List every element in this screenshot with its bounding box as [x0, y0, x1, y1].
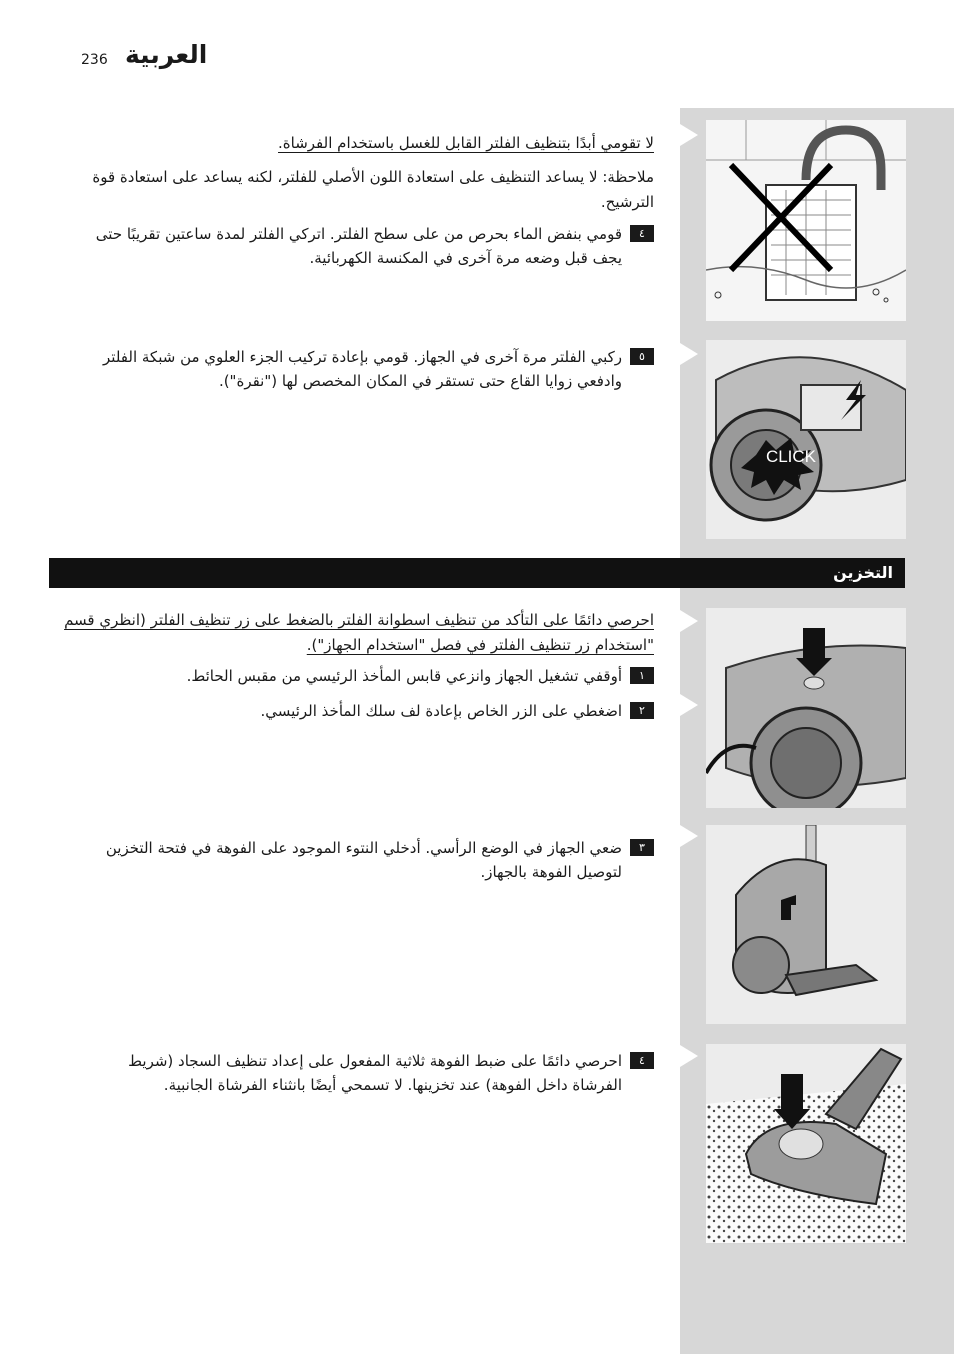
figure-filter-rinse: [706, 120, 906, 321]
step-item: [220, 699, 654, 723]
step-item: [62, 222, 654, 270]
pointer-arrow: [680, 610, 698, 632]
pointer-arrow: [680, 343, 698, 365]
step-number-badge: ٢: [630, 702, 654, 719]
step-item: [150, 664, 654, 688]
step-text: ركبي الفلتر مرة آخرى في الجهاز. قومي بإعادة تركيب الجزء العلوي من شبكة الفلتر وادفعي زوايا القاع حتى تستقر في المكان المخصص لها ("نقرة").: [103, 348, 622, 390]
pointer-arrow: [680, 694, 698, 716]
step-number-badge: ٣: [630, 839, 654, 856]
figure-nozzle-setting: [706, 1044, 906, 1243]
step-text: احرصي دائمًا على ضبط الفوهة ثلاثية المفعول على إعداد تنظيف السجاد (شريط الفرشاة داخل الفوهة) عند تخزينها. لا تسمحي أيضًا بانثناء الفرشاة الجانبية.: [128, 1052, 622, 1094]
step-text: قومي بنفض الماء بحرص من على سطح الفلتر. اتركي الفلتر لمدة ساعتين تقريبًا حتى يجف قبل وضعه مرة آخرى في المكنسة الكهربائية.: [95, 225, 622, 267]
step-text: اضغطي على الزر الخاص بإعادة لف سلك المأخذ الرئيسي.: [260, 702, 622, 720]
step-item: [82, 345, 654, 393]
figure-upright-storage: [706, 825, 906, 1024]
section-header-bar: [49, 558, 905, 588]
pointer-arrow: [680, 1045, 698, 1067]
note-text: ملاحظة: لا يساعد التنظيف على استعادة اللون الأصلي للفلتر، لكنه يساعد على استعادة قوة الترشيح.: [92, 168, 654, 211]
warning-text: لا تقومي أبدًا بتنظيف الفلتر القابل للغسل باستخدام الفرشاة.: [278, 134, 654, 152]
step-item: [95, 1049, 654, 1097]
pointer-arrow: [680, 825, 698, 847]
section-title: التخزين: [833, 563, 893, 582]
page-number: 236: [81, 52, 108, 68]
step-number-badge: ٥: [630, 348, 654, 365]
step-text: أوقفي تشغيل الجهاز وانزعي قابس المأخذ الرئيسي من مقبس الحائط.: [186, 667, 622, 685]
figure-cord-rewind: [706, 608, 906, 808]
step-text: ضعي الجهاز في الوضع الرأسي. أدخلي النتوء الموجود على الفوهة في فتحة التخزين لتوصيل الفوهة بالجهاز.: [105, 839, 622, 881]
storage-intro: احرصي دائمًا على التأكد من تنظيف اسطوانة الفلتر بالضغط على زر تنظيف الفلتر (انظري قسم "استخدام زر تنظيف الفلتر في فصل "استخدام الجهاز").: [64, 611, 654, 654]
step-number-badge: ٤: [630, 225, 654, 242]
step-number-badge: ١: [630, 667, 654, 684]
step-number-badge: ٤: [630, 1052, 654, 1069]
click-label: CLICK: [765, 447, 817, 466]
pointer-arrow: [680, 124, 698, 146]
language-title: العربية: [125, 40, 208, 69]
figure-filter-click: [706, 340, 906, 539]
step-item: [75, 836, 654, 884]
